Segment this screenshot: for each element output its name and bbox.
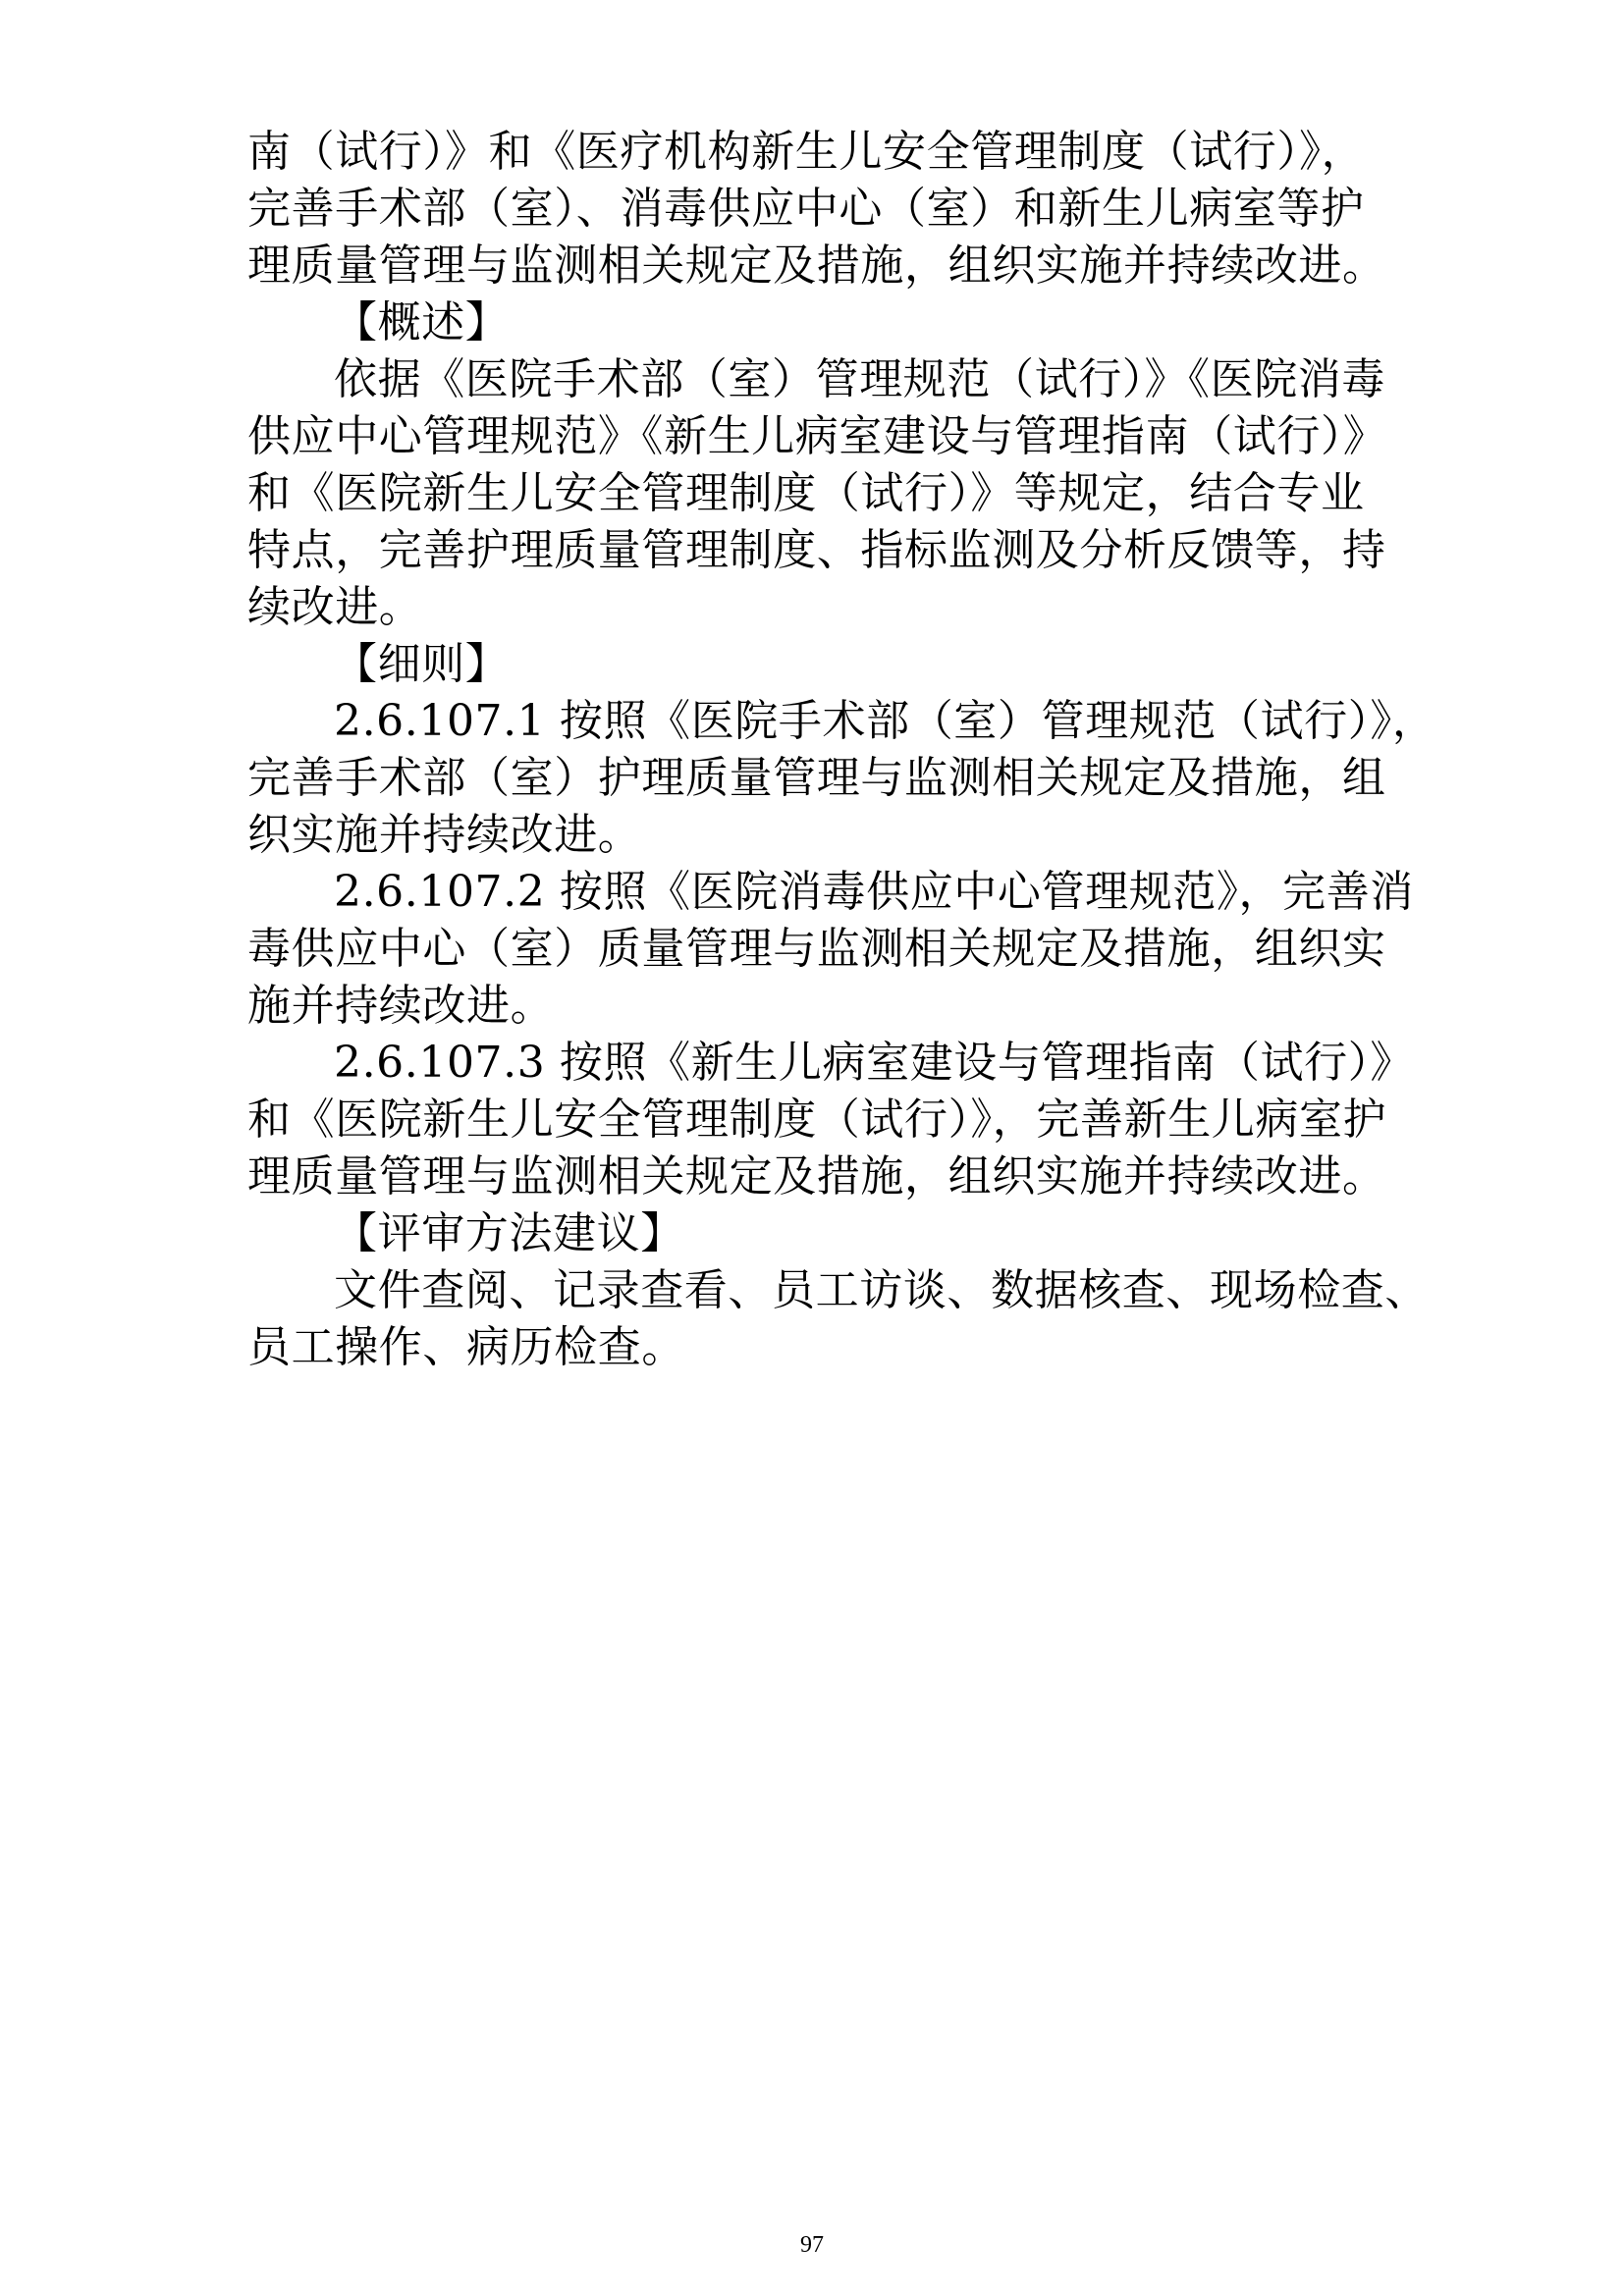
paragraph-line: 和《医院新生儿安全管理制度（试行）》等规定，结合专业: [247, 468, 1365, 518]
section-heading-details: 【细则】: [334, 639, 510, 689]
section-heading-review-methods: 【评审方法建议】: [334, 1208, 684, 1258]
paragraph-line: 特点，完善护理质量管理制度、指标监测及分析反馈等，持: [247, 525, 1386, 575]
paragraph-line: 员工操作、病历检查。: [247, 1322, 685, 1372]
paragraph-line: 完善手术部（室）、消毒供应中心（室）和新生儿病室等护: [247, 184, 1365, 234]
paragraph-line: 供应中心管理规范》《新生儿病室建设与管理指南（试行）》: [247, 411, 1387, 461]
clause-line: 织实施并持续改进。: [247, 810, 642, 860]
clause-line: 2.6.107.3 按照《新生儿病室建设与管理指南（试行）》: [334, 1038, 1414, 1088]
paragraph-line: 理质量管理与监测相关规定及措施，组织实施并持续改进。: [247, 240, 1386, 291]
section-heading-overview: 【概述】: [334, 297, 510, 347]
clause-line: 毒供应中心（室）质量管理与监测相关规定及措施，组织实: [247, 924, 1386, 974]
paragraph-line: 依据《医院手术部（室）管理规范（试行）》《医院消毒: [334, 354, 1385, 404]
clause-line: 理质量管理与监测相关规定及措施，组织实施并持续改进。: [247, 1151, 1386, 1201]
clause-line: 2.6.107.1 按照《医院手术部（室）管理规范（试行）》，: [334, 696, 1436, 746]
clause-line: 和《医院新生儿安全管理制度（试行）》，完善新生儿病室护: [247, 1095, 1387, 1145]
clause-line: 2.6.107.2 按照《医院消毒供应中心管理规范》，完善消: [334, 867, 1414, 917]
paragraph-line: 南（试行）》和《医疗机构新生儿安全管理制度（试行）》，: [247, 127, 1366, 177]
paragraph-line: 文件查阅、记录查看、员工访谈、数据核查、现场检查、: [334, 1265, 1429, 1315]
paragraph-line: 续改进。: [247, 582, 423, 632]
clause-line: 施并持续改进。: [247, 981, 555, 1031]
clause-line: 完善手术部（室）护理质量管理与监测相关规定及措施，组: [247, 753, 1386, 803]
page-number: 97: [800, 2232, 824, 2258]
